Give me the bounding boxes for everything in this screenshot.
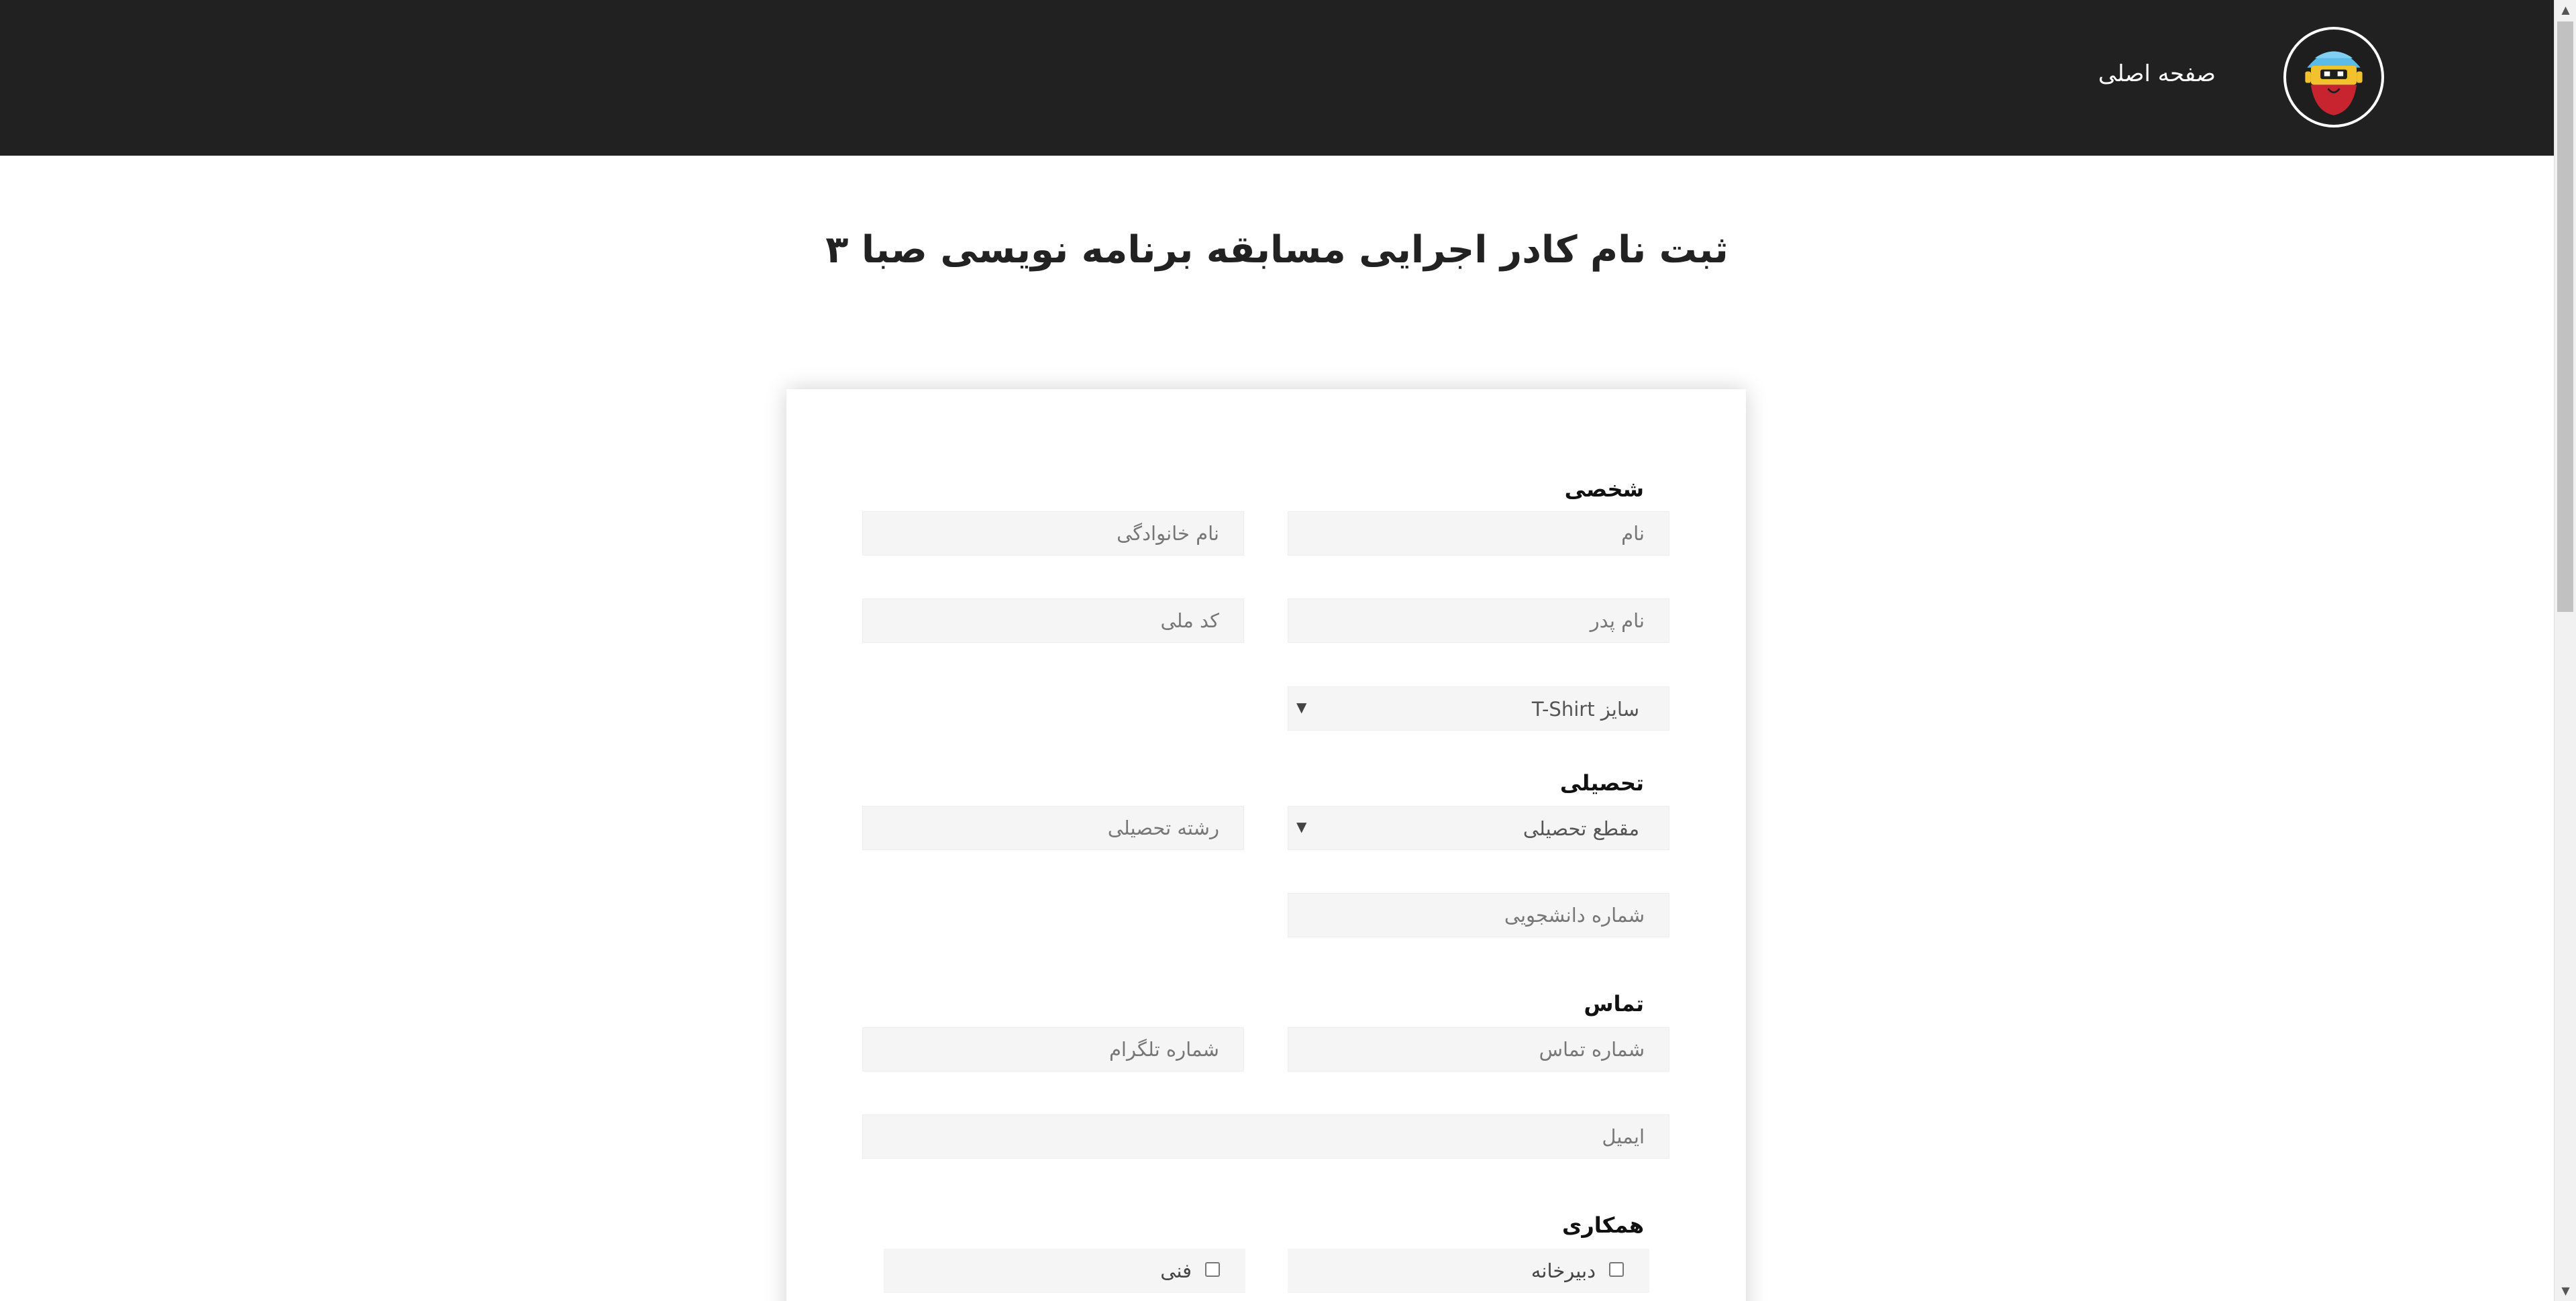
chevron-down-icon: ▼ xyxy=(1296,699,1307,715)
degree-select-value: مقطع تحصیلی xyxy=(1523,817,1639,840)
secretariat-checkbox-option[interactable] xyxy=(1288,1249,1649,1293)
nav-home-link[interactable]: صفحه اصلی xyxy=(2098,60,2216,87)
technical-checkbox[interactable] xyxy=(1205,1262,1220,1277)
page-title: ثبت نام کادر اجرایی مسابقه برنامه نویسی صبا ۳ xyxy=(825,228,1729,272)
last-name-input[interactable] xyxy=(862,511,1244,556)
robot-mascot-logo-icon[interactable] xyxy=(2283,27,2384,127)
father-name-input[interactable] xyxy=(1288,599,1669,643)
degree-select[interactable] xyxy=(1288,806,1669,850)
student-number-input[interactable] xyxy=(1288,893,1669,937)
page-scrollbar[interactable] xyxy=(2554,0,2576,1301)
technical-checkbox-option[interactable] xyxy=(884,1249,1245,1293)
registration-form xyxy=(786,389,1746,1301)
section-label-contact: تماس xyxy=(1584,991,1644,1017)
scroll-down-arrow-icon[interactable]: ▼ xyxy=(2561,1284,2570,1297)
scroll-thumb[interactable] xyxy=(2557,21,2573,612)
top-navbar xyxy=(0,0,2554,156)
section-label-education: تحصیلی xyxy=(1559,770,1644,796)
secretariat-checkbox[interactable] xyxy=(1609,1262,1624,1277)
national-code-input[interactable] xyxy=(862,599,1244,643)
section-label-cooperation: همکاری xyxy=(1561,1212,1644,1238)
tshirt-size-select-value: سایز T-Shirt xyxy=(1531,698,1639,721)
section-label-personal: شخصی xyxy=(1564,476,1644,502)
scroll-up-arrow-icon[interactable]: ▲ xyxy=(2561,3,2570,16)
first-name-input[interactable] xyxy=(1288,511,1669,556)
telegram-input[interactable] xyxy=(862,1027,1244,1072)
major-input[interactable] xyxy=(862,806,1244,850)
email-input[interactable] xyxy=(862,1114,1669,1159)
tshirt-size-select[interactable] xyxy=(1288,686,1669,731)
technical-label: فنی xyxy=(1160,1259,1192,1282)
chevron-down-icon: ▼ xyxy=(1296,819,1307,835)
secretariat-label: دبیرخانه xyxy=(1531,1259,1596,1282)
phone-input[interactable] xyxy=(1288,1027,1669,1072)
